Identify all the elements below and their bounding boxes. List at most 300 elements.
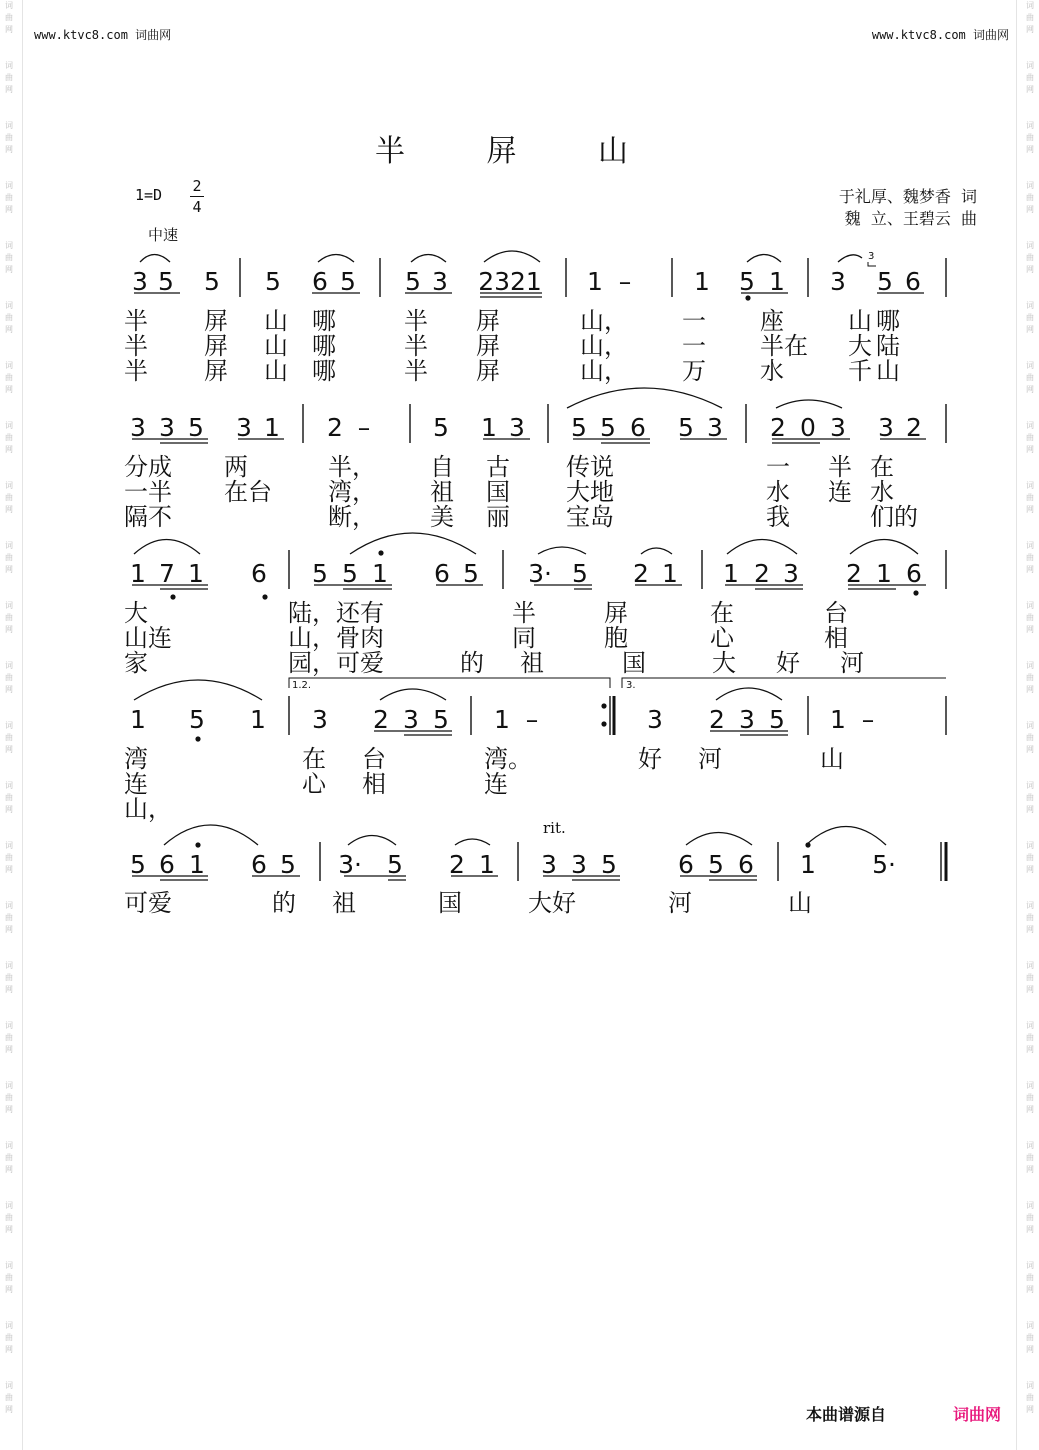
lyric-syllable: 在 — [710, 599, 734, 627]
lyric-syllable: 水 — [870, 478, 894, 506]
note: 5 — [571, 413, 587, 442]
side-watermark-group — [1023, 1320, 1037, 1380]
side-watermark-char: 词 — [5, 661, 13, 670]
tempo-marking: 中速 — [148, 226, 179, 244]
note: 1 — [250, 705, 266, 734]
side-watermark-char: 词 — [1026, 301, 1034, 310]
side-watermark-char: 网 — [1026, 445, 1034, 454]
side-watermark-char: 网 — [5, 145, 13, 154]
lyric-syllable: 山连 — [124, 624, 172, 652]
side-watermark-char: 网 — [1026, 85, 1034, 94]
note: 6 — [434, 559, 450, 588]
lyric-syllable: 国 — [438, 889, 462, 917]
side-watermark-char: 网 — [5, 1225, 13, 1234]
side-watermark-char: 网 — [5, 925, 13, 934]
lyric-syllable: 丽 — [486, 503, 510, 531]
side-watermark-char: 曲 — [5, 673, 13, 682]
side-watermark-char: 词 — [5, 361, 13, 370]
side-watermark-char: 词 — [1026, 241, 1034, 250]
lyric-syllable: 在 — [302, 745, 326, 773]
note: 5 — [433, 413, 449, 442]
lyric-syllable: 祖 — [520, 649, 544, 677]
note: 1 — [494, 705, 510, 734]
side-watermark-char: 曲 — [5, 193, 13, 202]
lyric-syllable: 大 — [124, 599, 148, 627]
side-watermark-char: 词 — [5, 1141, 13, 1150]
lyric-syllable: 屏 — [476, 307, 500, 335]
lyric-syllable: 心 — [710, 624, 734, 652]
note: 5 — [600, 413, 616, 442]
side-watermark-char: 词 — [5, 601, 13, 610]
lyric-syllable: 半 — [404, 307, 428, 335]
side-watermark-char: 网 — [1026, 625, 1034, 634]
side-watermark-char: 网 — [1026, 25, 1034, 34]
note: 5 — [405, 267, 421, 296]
note: 5 — [601, 850, 617, 879]
note: 5 — [572, 559, 588, 588]
note: – — [618, 267, 632, 296]
side-watermark-char: 曲 — [5, 1393, 13, 1402]
side-watermark-group — [1023, 960, 1037, 1020]
lyric-syllable: 一半 — [124, 478, 172, 506]
side-watermark-char: 词 — [1026, 901, 1034, 910]
note: 2 — [633, 559, 649, 588]
side-watermark-char: 网 — [5, 265, 13, 274]
lyric-syllable: 陆，还有 — [288, 599, 384, 627]
note: 5 — [739, 267, 755, 296]
side-watermark-char: 网 — [1026, 1285, 1034, 1294]
note: 1 — [188, 559, 204, 588]
note: 6 — [159, 850, 175, 879]
side-watermark-char: 网 — [5, 985, 13, 994]
volta-3: 3. — [626, 680, 636, 691]
side-watermark-group — [1023, 1380, 1037, 1440]
lyric-syllable: 半 — [124, 357, 148, 385]
time-signature-top: 2 — [192, 177, 202, 195]
side-watermark-char: 网 — [1026, 985, 1034, 994]
side-watermark-char: 网 — [5, 625, 13, 634]
side-watermark-char: 词 — [5, 421, 13, 430]
side-watermark-char: 曲 — [1026, 913, 1034, 922]
side-watermark-group — [1023, 1200, 1037, 1260]
side-watermark-group — [2, 1080, 16, 1140]
lyric-syllable: 在台 — [224, 478, 272, 506]
note: 1 — [372, 559, 388, 588]
side-watermark-char: 曲 — [1026, 553, 1034, 562]
lyric-syllable: 美 — [430, 503, 454, 531]
footer-brand: 词曲网 — [953, 1405, 1002, 1424]
side-watermark-char: 词 — [5, 241, 13, 250]
note: 2 — [327, 413, 343, 442]
lyric-syllable: 湾。 — [484, 745, 532, 773]
lyric-syllable: 山 — [264, 332, 288, 360]
side-watermark-char: 词 — [1026, 601, 1034, 610]
lyric-syllable: 水 — [766, 478, 790, 506]
note: 1 — [189, 850, 205, 879]
note: 1 — [662, 559, 678, 588]
lyric-syllable: 山， — [580, 357, 628, 385]
lyric-syllable: 大 — [712, 649, 736, 677]
side-watermark-char: 曲 — [1026, 313, 1034, 322]
side-watermark-char: 网 — [5, 745, 13, 754]
lyric-syllable: 山 — [264, 307, 288, 335]
footer-source-label: 本曲谱源自 — [806, 1405, 887, 1424]
lyric-syllable: 山， — [124, 795, 172, 823]
side-watermark-char: 曲 — [1026, 73, 1034, 82]
lyric-syllable: 山，骨肉 — [288, 624, 384, 652]
note: 3 — [312, 705, 328, 734]
side-watermark-char: 网 — [5, 1405, 13, 1414]
side-watermark-char: 网 — [5, 325, 13, 334]
side-watermark-char: 曲 — [5, 793, 13, 802]
note: 1 — [723, 559, 739, 588]
note: 3 — [830, 267, 846, 296]
lyric-syllable: 连 — [828, 478, 852, 506]
side-watermark-char: 词 — [1026, 481, 1034, 490]
side-watermark-char: 网 — [1026, 385, 1034, 394]
side-watermark-char: 词 — [5, 781, 13, 790]
lyric-syllable: 的 — [272, 889, 296, 917]
side-watermark-char: 词 — [1026, 721, 1034, 730]
note: 5 — [188, 413, 204, 442]
note: 3 — [647, 705, 663, 734]
tuplet-bracket — [868, 262, 876, 266]
side-watermark-char: 网 — [5, 85, 13, 94]
note: 1 — [130, 705, 146, 734]
lyric-syllable: 隔不 — [124, 503, 172, 531]
note: 3 — [783, 559, 799, 588]
side-watermark-char: 网 — [1026, 925, 1034, 934]
side-watermark-char: 词 — [1026, 661, 1034, 670]
note: 5 — [130, 850, 146, 879]
side-watermark-char: 网 — [5, 205, 13, 214]
side-watermark-char: 词 — [5, 1201, 13, 1210]
side-watermark-char: 网 — [1026, 205, 1034, 214]
note: 5 — [158, 267, 174, 296]
side-watermark-char: 曲 — [1026, 733, 1034, 742]
lyric-syllable: 屏 — [476, 332, 500, 360]
side-watermark-char: 词 — [1026, 421, 1034, 430]
side-watermark-char: 曲 — [5, 733, 13, 742]
lyric-syllable: 连 — [484, 770, 508, 798]
lyric-syllable: 半 — [404, 332, 428, 360]
side-watermark-char: 词 — [5, 1321, 13, 1330]
lyric-syllable: 半 — [404, 357, 428, 385]
note: 2321 — [478, 267, 542, 296]
lyric-syllable: 同 — [512, 624, 536, 652]
side-watermark-char: 曲 — [1026, 373, 1034, 382]
lyric-syllable: 祖 — [430, 478, 454, 506]
lyric-syllable: 半 — [124, 307, 148, 335]
side-watermark-char: 曲 — [1026, 1033, 1034, 1042]
side-watermark-char: 词 — [5, 961, 13, 970]
note: – — [861, 705, 875, 734]
lyric-syllable: 陆 — [876, 332, 900, 360]
side-watermark-char: 曲 — [5, 913, 13, 922]
lyric-syllable: 山 — [876, 357, 900, 385]
lyric-syllable: 在 — [870, 453, 894, 481]
side-watermark-group — [2, 1320, 16, 1380]
side-watermark-char: 曲 — [5, 73, 13, 82]
side-watermark-char: 曲 — [5, 1093, 13, 1102]
lyric-syllable: 分成 — [124, 453, 172, 481]
note: – — [525, 705, 539, 734]
side-watermark-char: 曲 — [1026, 1093, 1034, 1102]
side-watermark-char: 词 — [5, 721, 13, 730]
side-watermark-char: 网 — [1026, 265, 1034, 274]
lyric-syllable: 两 — [224, 453, 248, 481]
note: 3 — [159, 413, 175, 442]
side-watermark-char: 曲 — [1026, 1333, 1034, 1342]
note: 5 — [708, 850, 724, 879]
side-watermark-char: 词 — [5, 1381, 13, 1390]
lyric-syllable: 连 — [124, 770, 148, 798]
note: 3· — [338, 850, 362, 879]
side-watermark-group — [1023, 1140, 1037, 1200]
side-watermark-char: 网 — [1026, 325, 1034, 334]
lyric-syllable: 哪 — [312, 357, 336, 385]
lyric-syllable: 万 — [682, 357, 706, 385]
side-watermark-char: 网 — [1026, 565, 1034, 574]
side-watermark-char: 曲 — [5, 133, 13, 142]
lyric-syllable: 心 — [302, 770, 326, 798]
note: 5 — [678, 413, 694, 442]
side-watermark-char: 网 — [5, 1285, 13, 1294]
tuplet-mark: 3 — [868, 251, 875, 262]
lyric-syllable: 河 — [840, 649, 864, 677]
note: 5 — [265, 267, 281, 296]
side-watermark-char: 词 — [5, 901, 13, 910]
side-watermark-char: 网 — [1026, 745, 1034, 754]
lyric-syllable: 自 — [430, 453, 454, 481]
side-watermark-char: 曲 — [5, 253, 13, 262]
side-watermark-char: 曲 — [5, 313, 13, 322]
lyric-syllable: 大 — [848, 332, 872, 360]
side-watermark-char: 曲 — [5, 1333, 13, 1342]
lyric-syllable: 屏 — [476, 357, 500, 385]
side-watermark-char: 词 — [5, 1, 13, 10]
lyric-syllable: 好 — [638, 745, 662, 773]
note: 3 — [132, 267, 148, 296]
lyric-syllable: 半 — [828, 453, 852, 481]
side-watermark-char: 曲 — [5, 1213, 13, 1222]
lyric-syllable: 一 — [766, 453, 790, 481]
note: 1 — [769, 267, 785, 296]
note: 3 — [571, 850, 587, 879]
lyric-syllable: 屏 — [204, 332, 228, 360]
side-watermark-group — [2, 1020, 16, 1080]
lyric-syllable: 水 — [760, 357, 784, 385]
note: 6 — [251, 850, 267, 879]
lyric-syllable: 祖 — [332, 889, 356, 917]
note: 3 — [707, 413, 723, 442]
side-watermark-char: 网 — [5, 1165, 13, 1174]
lyric-syllable: 半， — [328, 453, 376, 481]
side-watermark-char: 词 — [5, 841, 13, 850]
side-watermark-char: 词 — [5, 541, 13, 550]
note: 5 — [877, 267, 893, 296]
composer-credit: 魏 立、王碧云 曲 — [844, 209, 977, 228]
note: 6 — [678, 850, 694, 879]
side-watermark-char: 网 — [5, 1345, 13, 1354]
note: 1 — [130, 559, 146, 588]
side-watermark-char: 曲 — [5, 1273, 13, 1282]
lyric-syllable: 相 — [362, 770, 386, 798]
lyric-syllable: 们的 — [870, 503, 918, 531]
lyric-syllable: 我 — [766, 503, 790, 531]
lyric-syllable: 相 — [824, 624, 848, 652]
note: 5 — [340, 267, 356, 296]
note: 5 — [312, 559, 328, 588]
lyric-syllable: 山 — [848, 307, 872, 335]
side-watermark-char: 网 — [5, 385, 13, 394]
note: 6 — [312, 267, 328, 296]
lyric-syllable: 大好 — [528, 889, 576, 917]
note: 5 — [387, 850, 403, 879]
note: 5 — [463, 559, 479, 588]
song-title: 半 屏 山 — [374, 134, 665, 169]
side-watermark-char: 词 — [1026, 1141, 1034, 1150]
side-watermark-char: 词 — [1026, 361, 1034, 370]
note: 5· — [872, 850, 896, 879]
side-watermark-char: 词 — [1026, 841, 1034, 850]
lyric-syllable: 千 — [848, 357, 872, 385]
side-watermark-char: 网 — [1026, 865, 1034, 874]
side-watermark-char: 曲 — [1026, 13, 1034, 22]
side-watermark-char: 网 — [5, 865, 13, 874]
note: 6 — [251, 559, 267, 588]
volta-1-2: 1.2. — [292, 680, 312, 691]
note: 3 — [236, 413, 252, 442]
side-watermark-char: 网 — [1026, 685, 1034, 694]
note: 3 — [878, 413, 894, 442]
lyric-syllable: 哪 — [312, 307, 336, 335]
lyricist-credit: 于礼厚、魏梦香 词 — [838, 187, 977, 206]
lyric-syllable: 湾 — [124, 745, 148, 773]
side-watermark-char: 网 — [5, 1105, 13, 1114]
side-watermark-char: 词 — [5, 1261, 13, 1270]
side-watermark-char: 词 — [1026, 781, 1034, 790]
lyric-syllable: 屏 — [604, 599, 628, 627]
lyric-syllable: 国 — [486, 478, 510, 506]
key-signature: 1=D — [135, 186, 163, 204]
side-watermark-char: 曲 — [1026, 1273, 1034, 1282]
side-watermark-char: 词 — [1026, 1021, 1034, 1030]
side-watermark-char: 曲 — [1026, 193, 1034, 202]
lyric-syllable: 园，可爱 — [288, 649, 384, 677]
side-watermark-group — [1023, 1260, 1037, 1320]
side-watermark-char: 词 — [1026, 1381, 1034, 1390]
watermark-top-left: www.ktvc8.com 词曲网 — [34, 28, 172, 42]
side-watermark-group — [1023, 1020, 1037, 1080]
side-watermark-char: 词 — [5, 301, 13, 310]
watermark-top-right: www.ktvc8.com 词曲网 — [871, 28, 1009, 42]
side-watermark-group — [2, 1260, 16, 1320]
side-watermark-char: 曲 — [1026, 613, 1034, 622]
note: 3 — [130, 413, 146, 442]
side-watermark-char: 网 — [5, 805, 13, 814]
side-watermark-char: 网 — [5, 505, 13, 514]
lyric-syllable: 山， — [580, 307, 628, 335]
side-watermark-char: 曲 — [1026, 973, 1034, 982]
note: 1 — [800, 850, 816, 879]
note: 1 — [830, 705, 846, 734]
lyric-syllable: 的 — [460, 649, 484, 677]
side-watermark-char: 网 — [1026, 1045, 1034, 1054]
lyric-syllable: 座 — [760, 307, 784, 335]
note: 1 — [587, 267, 603, 296]
side-watermark-char: 网 — [5, 25, 13, 34]
side-watermark-char: 词 — [1026, 1261, 1034, 1270]
side-watermark-char: 网 — [1026, 145, 1034, 154]
ritardando-mark: rit. — [543, 819, 566, 837]
lyric-syllable: 传说 — [566, 453, 614, 481]
side-watermark-char: 曲 — [5, 373, 13, 382]
lyric-syllable: 屏 — [204, 357, 228, 385]
side-watermark-char: 曲 — [1026, 253, 1034, 262]
lyric-syllable: 屏 — [204, 307, 228, 335]
lyric-syllable: 哪 — [876, 307, 900, 335]
note: 1 — [694, 267, 710, 296]
side-watermark-char: 网 — [1026, 1225, 1034, 1234]
lyric-syllable: 半 — [512, 599, 536, 627]
side-watermark-char: 词 — [5, 1021, 13, 1030]
note: 2 — [770, 413, 786, 442]
lyric-syllable: 一 — [682, 332, 706, 360]
lyric-syllable: 半在 — [760, 332, 808, 360]
note: 5 — [189, 705, 205, 734]
note: 3 — [403, 705, 419, 734]
side-watermark-char: 曲 — [1026, 133, 1034, 142]
note: 0 — [800, 413, 816, 442]
note: – — [357, 413, 371, 442]
side-watermark-char: 曲 — [5, 553, 13, 562]
side-watermark-char: 曲 — [1026, 793, 1034, 802]
lyric-syllable: 家 — [124, 649, 148, 677]
note: 2 — [449, 850, 465, 879]
side-watermark-char: 曲 — [1026, 853, 1034, 862]
lyric-syllable: 好 — [776, 649, 800, 677]
lyric-syllable: 湾， — [328, 478, 376, 506]
side-watermark-char: 网 — [5, 685, 13, 694]
side-watermark-char: 网 — [5, 445, 13, 454]
note: 3 — [432, 267, 448, 296]
side-watermark-char: 网 — [5, 1045, 13, 1054]
note: 2 — [846, 559, 862, 588]
side-watermark-char: 网 — [1026, 505, 1034, 514]
note: 1 — [481, 413, 497, 442]
side-watermark-char: 词 — [1026, 181, 1034, 190]
note: 6 — [738, 850, 754, 879]
side-watermark-char: 词 — [1026, 121, 1034, 130]
note: 3 — [739, 705, 755, 734]
side-watermark-char: 词 — [1026, 541, 1034, 550]
lyric-syllable: 山， — [580, 332, 628, 360]
lyric-syllable: 哪 — [312, 332, 336, 360]
side-watermark-char: 曲 — [5, 493, 13, 502]
lyric-syllable: 一 — [682, 307, 706, 335]
side-watermark-char: 词 — [5, 121, 13, 130]
lyric-syllable: 山 — [264, 357, 288, 385]
side-watermark-group — [2, 960, 16, 1020]
side-watermark-group — [1023, 1080, 1037, 1140]
note: 5 — [280, 850, 296, 879]
side-watermark-char: 曲 — [1026, 493, 1034, 502]
side-watermark-char: 曲 — [5, 433, 13, 442]
side-watermark-char: 曲 — [5, 1033, 13, 1042]
side-watermark-char: 曲 — [1026, 1393, 1034, 1402]
lyric-syllable: 国 — [622, 649, 646, 677]
